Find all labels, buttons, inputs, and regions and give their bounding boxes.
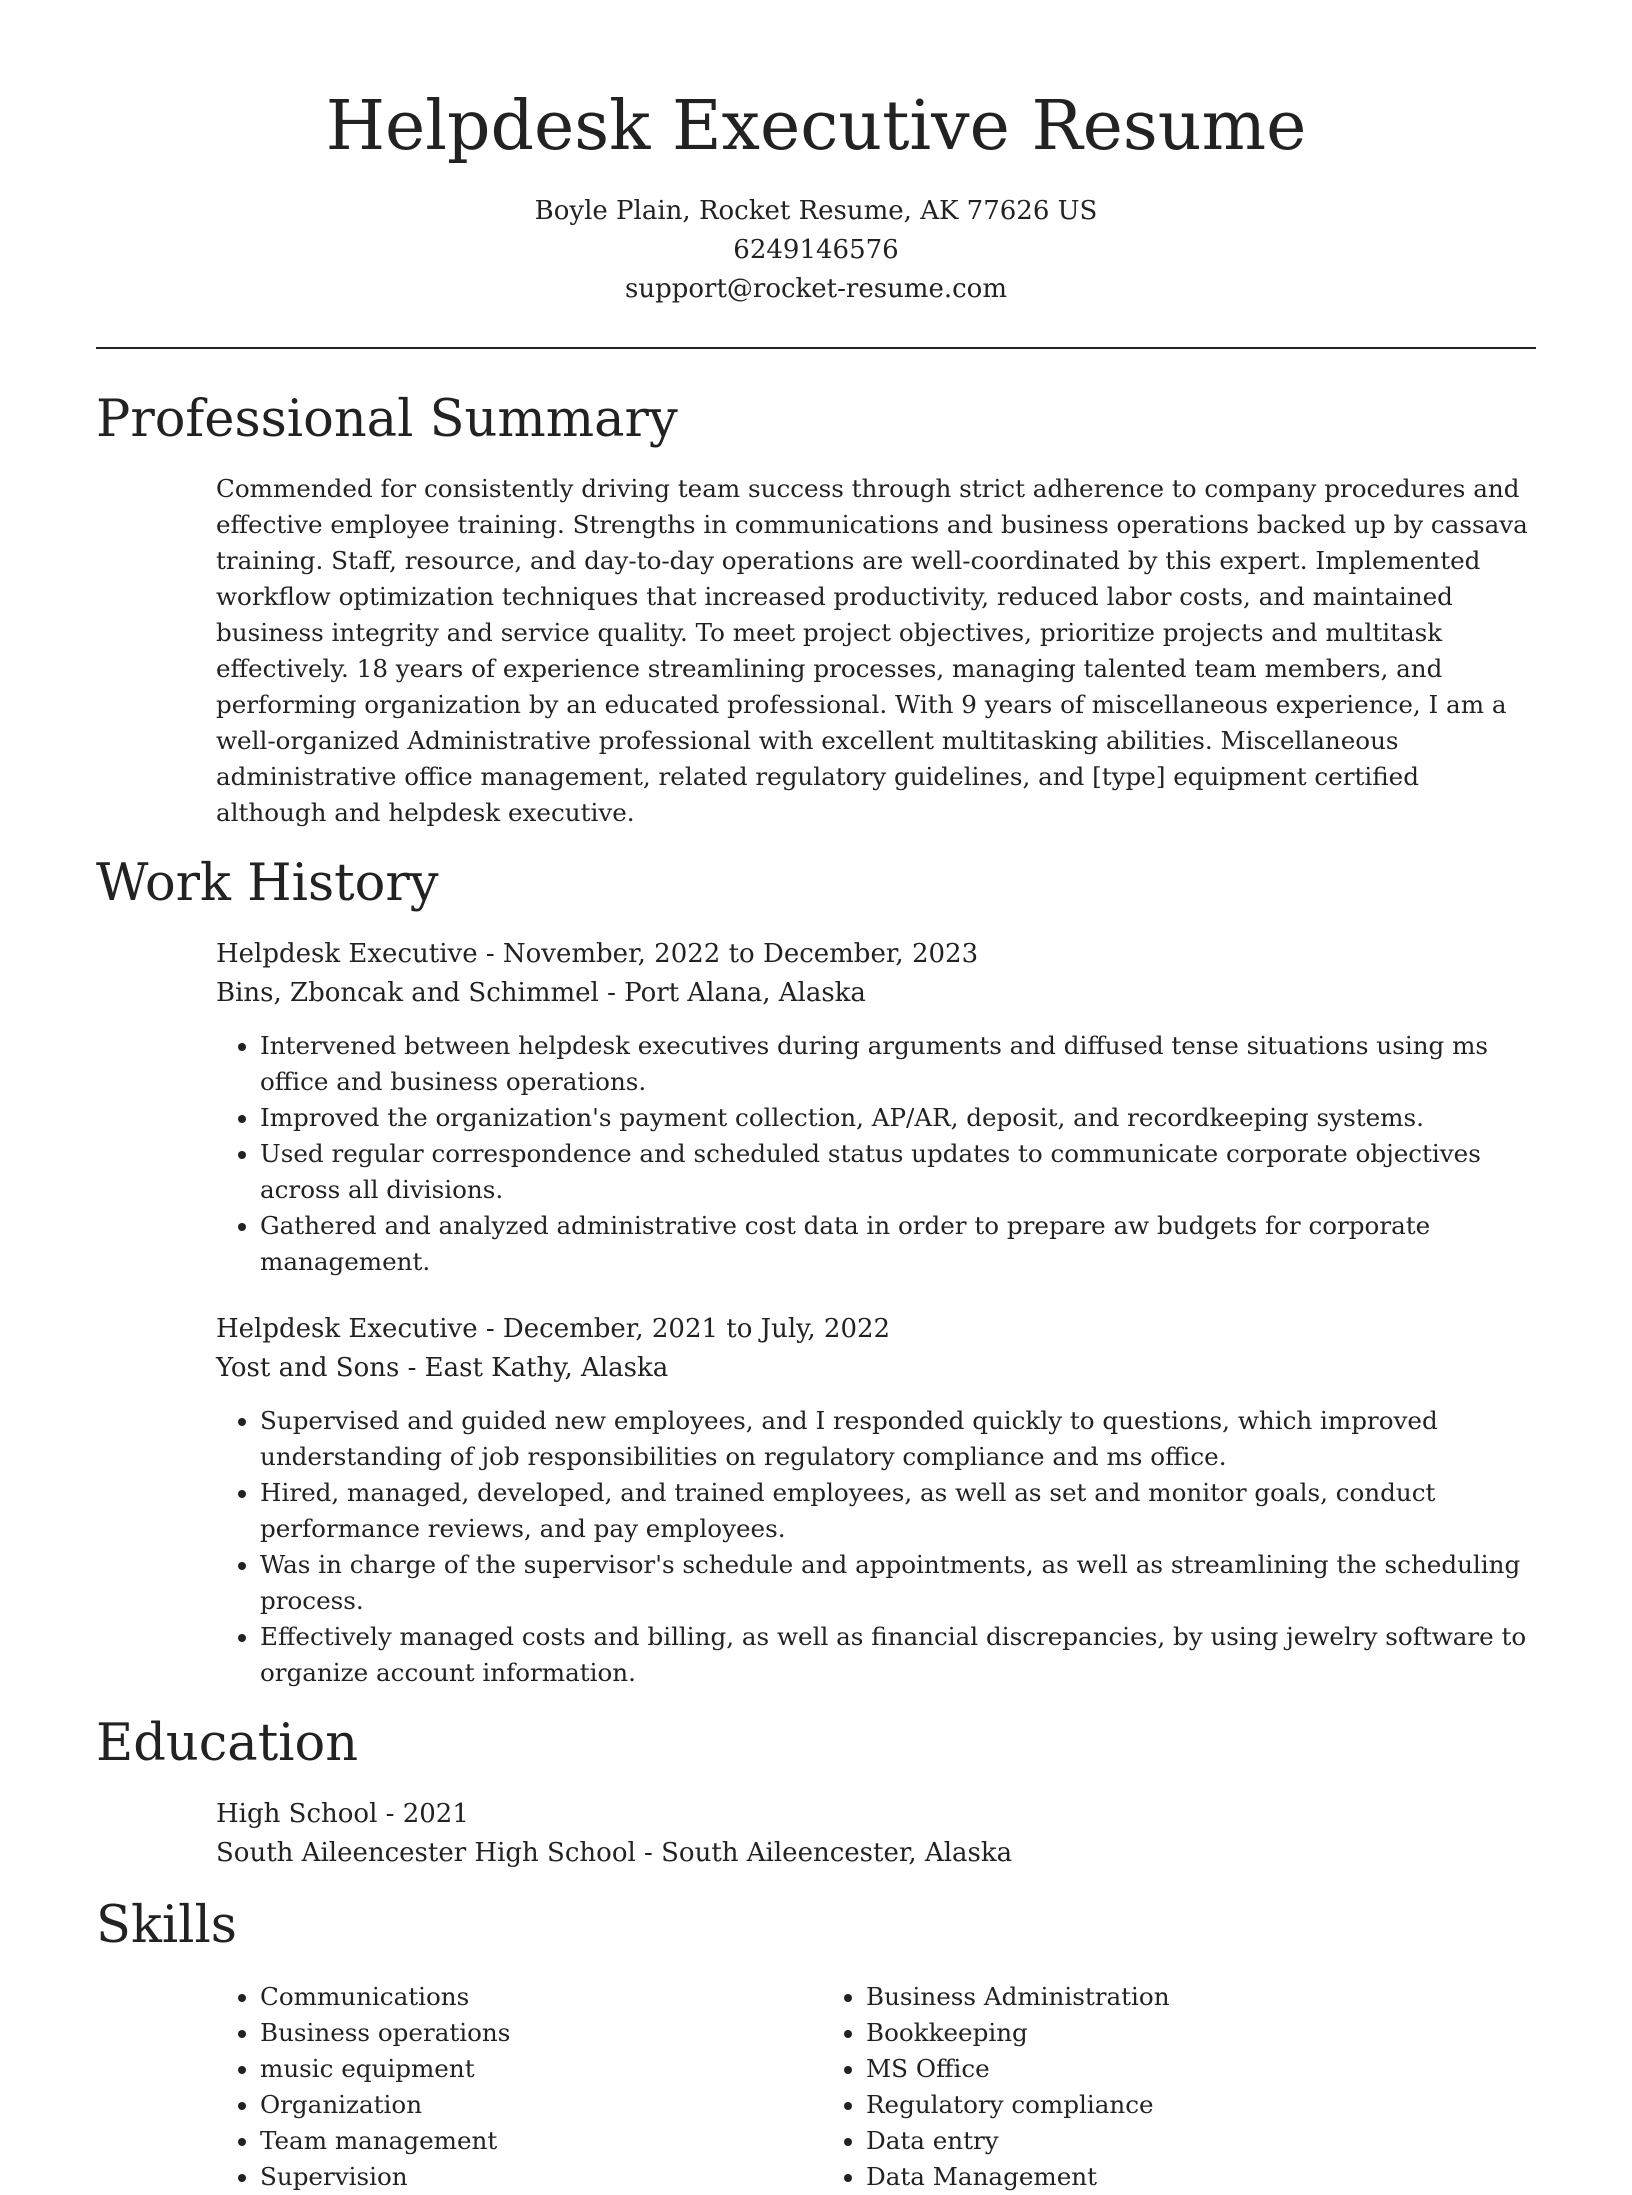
job-bullet: • Gathered and analyzed administrative cost data in order to prepare aw budgets for corporate management. <box>260 1208 1536 1280</box>
education-heading: Education <box>96 1714 359 1773</box>
job-entry <box>96 1310 1536 1691</box>
contact-info <box>96 192 1536 309</box>
skills-column-right <box>822 1979 1428 2195</box>
skill-item: • Regulatory compliance <box>866 2087 1428 2123</box>
education-location: - South Aileencester, Alaska <box>635 1838 1013 1868</box>
skill-item: • MS Office <box>866 2051 1428 2087</box>
education-degree-line <box>216 1795 1536 1834</box>
skill-item: • Organization <box>260 2087 822 2123</box>
skill-item: • Supervision <box>260 2159 822 2195</box>
skill-item: • Business operations <box>260 2015 822 2051</box>
skill-item: • Data Management <box>866 2159 1428 2195</box>
skill-item: • music equipment <box>260 2051 822 2087</box>
skill-item: • Data entry <box>866 2123 1428 2159</box>
job-title: Helpdesk Executive <box>216 1314 478 1344</box>
job-bullets <box>216 1028 1536 1280</box>
skill-item: • Bookkeeping <box>866 2015 1428 2051</box>
summary-heading: Professional Summary <box>96 390 678 449</box>
job-dates: - December, 2021 to July, 2022 <box>477 1314 891 1344</box>
resume-page <box>96 0 1536 2195</box>
skills-grid <box>96 1979 1536 2195</box>
job-bullet: • Was in charge of the supervisor's schedule and appointments, as well as streamlining the scheduling process. <box>260 1547 1536 1619</box>
education-school-line <box>216 1834 1536 1873</box>
job-bullet: • Used regular correspondence and scheduled status updates to communicate corporate objectives across all divisions. <box>260 1136 1536 1208</box>
education-school: South Aileencester High School <box>216 1838 636 1868</box>
skill-item: • Communications <box>260 1979 822 2015</box>
work-history-section <box>96 853 1536 1691</box>
job-company: Yost and Sons <box>216 1353 400 1383</box>
education-section <box>96 1713 1536 1873</box>
education-entry <box>96 1795 1536 1873</box>
job-location: - Port Alana, Alaska <box>598 978 866 1008</box>
skill-item: • Team management <box>260 2123 822 2159</box>
job-bullet: • Supervised and guided new employees, and I responded quickly to questions, which improved understanding of job responsibilities on regulatory compliance and ms office. <box>260 1403 1536 1475</box>
skill-item: • Business Administration <box>866 1979 1428 2015</box>
job-bullet: • Improved the organization's payment collection, AP/AR, deposit, and recordkeeping systems. <box>260 1100 1536 1136</box>
skills-section <box>96 1895 1536 2195</box>
job-dates: - November, 2022 to December, 2023 <box>477 939 979 969</box>
summary-section <box>96 389 1536 831</box>
job-bullet: • Effectively managed costs and billing, as well as financial discrepancies, by using jewelry software to organize account information. <box>260 1619 1536 1691</box>
education-degree: High School <box>216 1799 378 1829</box>
summary-text: Commended for consistently driving team success through strict adherence to company procedures and effective employee training. Strengths in communications and business operations backed up by cassava training. Staff, resource, and day-to-day operations are well-coordinated by this expert. Implemented workflow optimization techniques that increased productivity, reduced labor costs, and maintained business integrity and service quality. To meet project objectives, prioritize projects and multitask effectively. 18 years of experience streamlining processes, managing talented team members, and performing organization by an educated professional. With 9 years of miscellaneous experience, I am a well-organized Administrative professional with excellent multitasking abilities. Miscellaneous administrative office management, related regulatory guidelines, and [type] equipment certified although and helpdesk executive. <box>216 474 1528 827</box>
skills-heading: Skills <box>96 1896 237 1955</box>
education-year: - 2021 <box>377 1799 469 1829</box>
header-divider <box>96 347 1536 349</box>
job-title: Helpdesk Executive <box>216 939 478 969</box>
contact-email: support@rocket-resume.com <box>624 274 1007 304</box>
job-entry <box>96 935 1536 1280</box>
contact-address: Boyle Plain, Rocket Resume, AK 77626 US <box>534 196 1098 226</box>
job-title-line <box>216 935 1536 974</box>
job-company-line <box>216 1349 1536 1388</box>
skills-column-left <box>216 1979 822 2195</box>
job-bullet: • Hired, managed, developed, and trained employees, as well as set and monitor goals, conduct performance reviews, and pay employees. <box>260 1475 1536 1547</box>
summary-body <box>96 471 1536 831</box>
contact-phone: 6249146576 <box>733 235 899 265</box>
job-company: Bins, Zboncak and Schimmel <box>216 978 599 1008</box>
job-company-line <box>216 974 1536 1013</box>
job-location: - East Kathy, Alaska <box>399 1353 669 1383</box>
resume-header <box>96 0 1536 309</box>
job-bullet: • Intervened between helpdesk executives during arguments and diffused tense situations using ms office and business operations. <box>260 1028 1536 1100</box>
job-bullets <box>216 1403 1536 1691</box>
resume-title: Helpdesk Executive Resume <box>325 87 1307 166</box>
job-title-line <box>216 1310 1536 1349</box>
work-history-heading: Work History <box>96 854 439 913</box>
